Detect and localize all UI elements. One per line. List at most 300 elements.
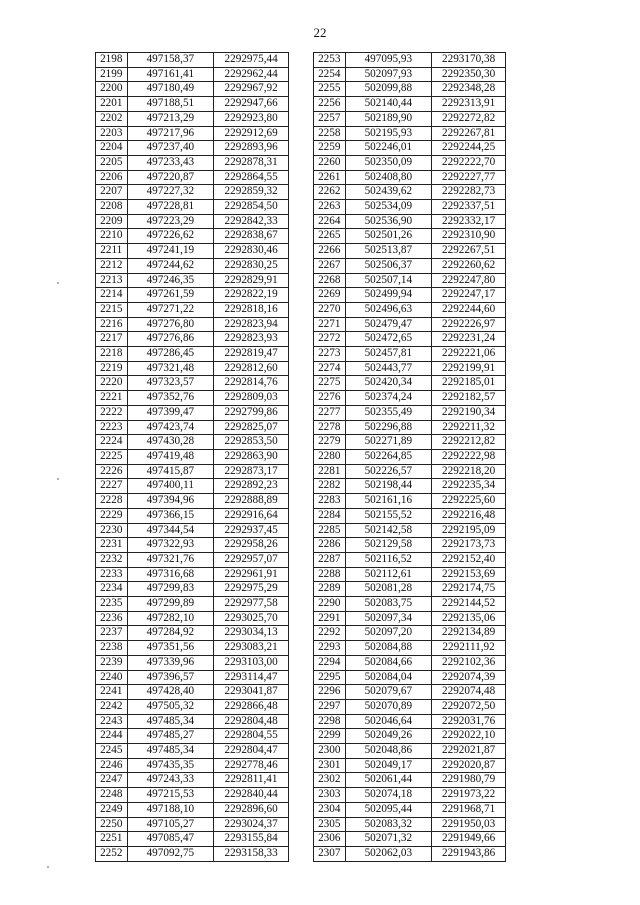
x-coordinate-cell: 497243,33 (127, 773, 214, 788)
point-number-cell: 2290 (314, 597, 346, 612)
point-number-cell: 2275 (314, 376, 346, 391)
point-number-cell: 2298 (314, 714, 346, 729)
table-row (96, 670, 289, 685)
y-coordinate-cell: 2292282,73 (432, 185, 506, 200)
x-coordinate-cell: 502472,65 (345, 332, 432, 347)
y-coordinate-cell: 2292819,47 (214, 347, 289, 362)
point-number-cell: 2251 (96, 832, 128, 847)
point-number-cell: 2253 (314, 53, 346, 68)
point-number-cell: 2202 (96, 111, 128, 126)
point-number-cell: 2270 (314, 302, 346, 317)
coordinates-table-left-body (96, 53, 289, 862)
point-number-cell: 2254 (314, 67, 346, 82)
y-coordinate-cell: 2292957,07 (214, 552, 289, 567)
x-coordinate-cell: 502155,52 (345, 508, 432, 523)
table-row (96, 817, 289, 832)
point-number-cell: 2286 (314, 538, 346, 553)
point-number-cell: 2256 (314, 97, 346, 112)
point-number-cell: 2273 (314, 347, 346, 362)
point-number-cell: 2306 (314, 832, 346, 847)
point-number-cell: 2250 (96, 817, 128, 832)
point-number-cell: 2225 (96, 449, 128, 464)
x-coordinate-cell: 497322,93 (127, 538, 214, 553)
x-coordinate-cell: 497299,89 (127, 597, 214, 612)
x-coordinate-cell: 497261,59 (127, 288, 214, 303)
y-coordinate-cell: 2292212,82 (432, 435, 506, 450)
table-row (314, 302, 506, 317)
y-coordinate-cell: 2292863,90 (214, 449, 289, 464)
point-number-cell: 2277 (314, 405, 346, 420)
table-row (314, 347, 506, 362)
x-coordinate-cell: 502408,80 (345, 170, 432, 185)
table-row (96, 361, 289, 376)
y-coordinate-cell: 2292031,76 (432, 714, 506, 729)
table-row (314, 655, 506, 670)
table-row (314, 449, 506, 464)
point-number-cell: 2236 (96, 611, 128, 626)
y-coordinate-cell: 2292873,17 (214, 464, 289, 479)
margin-mark (57, 478, 59, 480)
table-row (314, 582, 506, 597)
y-coordinate-cell: 2292912,69 (214, 126, 289, 141)
table-row (96, 832, 289, 847)
table-row (96, 597, 289, 612)
y-coordinate-cell: 2292111,92 (432, 641, 506, 656)
table-row (96, 744, 289, 759)
y-coordinate-cell: 2293103,00 (214, 655, 289, 670)
table-row (314, 141, 506, 156)
table-row (314, 626, 506, 641)
point-number-cell: 2264 (314, 214, 346, 229)
y-coordinate-cell: 2292822,19 (214, 288, 289, 303)
y-coordinate-cell: 2292152,40 (432, 552, 506, 567)
point-number-cell: 2295 (314, 670, 346, 685)
x-coordinate-cell: 497188,51 (127, 97, 214, 112)
point-number-cell: 2303 (314, 788, 346, 803)
y-coordinate-cell: 2292174,75 (432, 582, 506, 597)
y-coordinate-cell: 2292809,03 (214, 391, 289, 406)
table-row (314, 479, 506, 494)
x-coordinate-cell: 502161,16 (345, 494, 432, 509)
point-number-cell: 2217 (96, 332, 128, 347)
x-coordinate-cell: 502264,85 (345, 449, 432, 464)
table-row (96, 111, 289, 126)
table-row (96, 420, 289, 435)
margin-mark (47, 866, 49, 868)
y-coordinate-cell: 2292195,09 (432, 523, 506, 538)
y-coordinate-cell: 2292947,66 (214, 97, 289, 112)
y-coordinate-cell: 2292313,91 (432, 97, 506, 112)
x-coordinate-cell: 502099,88 (345, 82, 432, 97)
table-row (96, 391, 289, 406)
x-coordinate-cell: 502499,94 (345, 288, 432, 303)
table-row (314, 126, 506, 141)
x-coordinate-cell: 497321,48 (127, 361, 214, 376)
y-coordinate-cell: 2292823,93 (214, 332, 289, 347)
table-row (96, 347, 289, 362)
table-row (96, 288, 289, 303)
y-coordinate-cell: 2292244,25 (432, 141, 506, 156)
y-coordinate-cell: 2292838,67 (214, 229, 289, 244)
x-coordinate-cell: 502189,90 (345, 111, 432, 126)
table-row (96, 332, 289, 347)
point-number-cell: 2296 (314, 685, 346, 700)
point-number-cell: 2261 (314, 170, 346, 185)
x-coordinate-cell: 497485,34 (127, 714, 214, 729)
x-coordinate-cell: 502457,81 (345, 347, 432, 362)
y-coordinate-cell: 2292842,33 (214, 214, 289, 229)
y-coordinate-cell: 2292182,57 (432, 391, 506, 406)
x-coordinate-cell: 502443,77 (345, 361, 432, 376)
x-coordinate-cell: 502084,66 (345, 655, 432, 670)
x-coordinate-cell: 502095,44 (345, 802, 432, 817)
table-row (96, 53, 289, 68)
table-row (314, 846, 506, 861)
point-number-cell: 2232 (96, 552, 128, 567)
y-coordinate-cell: 2292072,50 (432, 699, 506, 714)
table-row (314, 685, 506, 700)
point-number-cell: 2271 (314, 317, 346, 332)
x-coordinate-cell: 497435,35 (127, 758, 214, 773)
table-row (314, 494, 506, 509)
point-number-cell: 2199 (96, 67, 128, 82)
y-coordinate-cell: 2292022,10 (432, 729, 506, 744)
table-row (96, 552, 289, 567)
point-number-cell: 2278 (314, 420, 346, 435)
table-row (314, 111, 506, 126)
table-row (96, 685, 289, 700)
y-coordinate-cell: 2292135,06 (432, 611, 506, 626)
table-row (314, 699, 506, 714)
x-coordinate-cell: 502536,90 (345, 214, 432, 229)
table-row (96, 435, 289, 450)
point-number-cell: 2224 (96, 435, 128, 450)
y-coordinate-cell: 2292247,17 (432, 288, 506, 303)
table-row (314, 714, 506, 729)
point-number-cell: 2292 (314, 626, 346, 641)
point-number-cell: 2293 (314, 641, 346, 656)
table-row (96, 582, 289, 597)
point-number-cell: 2207 (96, 185, 128, 200)
table-row (96, 729, 289, 744)
x-coordinate-cell: 497244,62 (127, 258, 214, 273)
y-coordinate-cell: 2292853,50 (214, 435, 289, 450)
table-row (96, 846, 289, 861)
point-number-cell: 2267 (314, 258, 346, 273)
y-coordinate-cell: 2292218,20 (432, 464, 506, 479)
x-coordinate-cell: 502116,52 (345, 552, 432, 567)
x-coordinate-cell: 502097,34 (345, 611, 432, 626)
y-coordinate-cell: 2292778,46 (214, 758, 289, 773)
table-row (314, 729, 506, 744)
point-number-cell: 2239 (96, 655, 128, 670)
table-row (96, 538, 289, 553)
point-number-cell: 2287 (314, 552, 346, 567)
point-number-cell: 2289 (314, 582, 346, 597)
y-coordinate-cell: 2292199,91 (432, 361, 506, 376)
table-row (314, 464, 506, 479)
y-coordinate-cell: 2292804,47 (214, 744, 289, 759)
y-coordinate-cell: 2292020,87 (432, 758, 506, 773)
y-coordinate-cell: 2292937,45 (214, 523, 289, 538)
x-coordinate-cell: 502271,89 (345, 435, 432, 450)
point-number-cell: 2200 (96, 82, 128, 97)
point-number-cell: 2282 (314, 479, 346, 494)
y-coordinate-cell: 2292958,26 (214, 538, 289, 553)
y-coordinate-cell: 2293041,87 (214, 685, 289, 700)
x-coordinate-cell: 497399,47 (127, 405, 214, 420)
point-number-cell: 2223 (96, 420, 128, 435)
table-row (96, 317, 289, 332)
point-number-cell: 2300 (314, 744, 346, 759)
y-coordinate-cell: 2292818,16 (214, 302, 289, 317)
x-coordinate-cell: 497284,92 (127, 626, 214, 641)
point-number-cell: 2206 (96, 170, 128, 185)
coordinates-table-right (313, 52, 506, 862)
point-number-cell: 2240 (96, 670, 128, 685)
point-number-cell: 2203 (96, 126, 128, 141)
y-coordinate-cell: 2292267,81 (432, 126, 506, 141)
x-coordinate-cell: 502513,87 (345, 244, 432, 259)
table-row (314, 523, 506, 538)
y-coordinate-cell: 2292185,01 (432, 376, 506, 391)
y-coordinate-cell: 2292811,41 (214, 773, 289, 788)
point-number-cell: 2276 (314, 391, 346, 406)
x-coordinate-cell: 502226,57 (345, 464, 432, 479)
point-number-cell: 2243 (96, 714, 128, 729)
point-number-cell: 2247 (96, 773, 128, 788)
point-number-cell: 2245 (96, 744, 128, 759)
y-coordinate-cell: 2292144,52 (432, 597, 506, 612)
x-coordinate-cell: 497105,27 (127, 817, 214, 832)
page-number: 22 (313, 25, 327, 40)
y-coordinate-cell: 2292222,98 (432, 449, 506, 464)
table-row (96, 464, 289, 479)
y-coordinate-cell: 2292244,60 (432, 302, 506, 317)
x-coordinate-cell: 502083,32 (345, 817, 432, 832)
x-coordinate-cell: 502479,47 (345, 317, 432, 332)
x-coordinate-cell: 502496,63 (345, 302, 432, 317)
point-number-cell: 2238 (96, 641, 128, 656)
table-row (96, 141, 289, 156)
point-number-cell: 2246 (96, 758, 128, 773)
table-row (96, 126, 289, 141)
table-row (314, 97, 506, 112)
table-row (314, 170, 506, 185)
x-coordinate-cell: 497430,28 (127, 435, 214, 450)
x-coordinate-cell: 502507,14 (345, 273, 432, 288)
x-coordinate-cell: 497158,37 (127, 53, 214, 68)
x-coordinate-cell: 502506,37 (345, 258, 432, 273)
y-coordinate-cell: 2292153,69 (432, 567, 506, 582)
table-row (96, 214, 289, 229)
table-row (314, 82, 506, 97)
table-row (96, 229, 289, 244)
table-row (314, 508, 506, 523)
y-coordinate-cell: 2292840,44 (214, 788, 289, 803)
x-coordinate-cell: 497188,10 (127, 802, 214, 817)
table-row (314, 817, 506, 832)
x-coordinate-cell: 497400,11 (127, 479, 214, 494)
table-row (314, 229, 506, 244)
x-coordinate-cell: 497213,29 (127, 111, 214, 126)
point-number-cell: 2220 (96, 376, 128, 391)
y-coordinate-cell: 2292310,90 (432, 229, 506, 244)
table-row (314, 802, 506, 817)
y-coordinate-cell: 2292823,94 (214, 317, 289, 332)
point-number-cell: 2234 (96, 582, 128, 597)
x-coordinate-cell: 497223,29 (127, 214, 214, 229)
y-coordinate-cell: 2292260,62 (432, 258, 506, 273)
y-coordinate-cell: 2293155,84 (214, 832, 289, 847)
point-number-cell: 2307 (314, 846, 346, 861)
table-row (314, 597, 506, 612)
x-coordinate-cell: 502112,61 (345, 567, 432, 582)
table-row (314, 258, 506, 273)
y-coordinate-cell: 2292878,31 (214, 155, 289, 170)
point-number-cell: 2231 (96, 538, 128, 553)
point-number-cell: 2299 (314, 729, 346, 744)
y-coordinate-cell: 2292102,36 (432, 655, 506, 670)
point-number-cell: 2291 (314, 611, 346, 626)
x-coordinate-cell: 497215,53 (127, 788, 214, 803)
x-coordinate-cell: 502501,26 (345, 229, 432, 244)
point-number-cell: 2301 (314, 758, 346, 773)
x-coordinate-cell: 502046,64 (345, 714, 432, 729)
x-coordinate-cell: 502140,44 (345, 97, 432, 112)
y-coordinate-cell: 2293034,13 (214, 626, 289, 641)
y-coordinate-cell: 2292235,34 (432, 479, 506, 494)
x-coordinate-cell: 497237,40 (127, 141, 214, 156)
y-coordinate-cell: 2292975,29 (214, 582, 289, 597)
point-number-cell: 2280 (314, 449, 346, 464)
table-row (314, 773, 506, 788)
table-row (96, 626, 289, 641)
point-number-cell: 2210 (96, 229, 128, 244)
y-coordinate-cell: 2293025,70 (214, 611, 289, 626)
table-row (96, 155, 289, 170)
y-coordinate-cell: 2292226,97 (432, 317, 506, 332)
y-coordinate-cell: 2292916,64 (214, 508, 289, 523)
y-coordinate-cell: 2292888,89 (214, 494, 289, 509)
point-number-cell: 2237 (96, 626, 128, 641)
x-coordinate-cell: 502081,28 (345, 582, 432, 597)
table-row (314, 435, 506, 450)
y-coordinate-cell: 2291973,22 (432, 788, 506, 803)
point-number-cell: 2274 (314, 361, 346, 376)
x-coordinate-cell: 497366,15 (127, 508, 214, 523)
y-coordinate-cell: 2292829,91 (214, 273, 289, 288)
table-row (314, 758, 506, 773)
table-row (314, 244, 506, 259)
point-number-cell: 2248 (96, 788, 128, 803)
y-coordinate-cell: 2292225,60 (432, 494, 506, 509)
point-number-cell: 2215 (96, 302, 128, 317)
x-coordinate-cell: 502049,26 (345, 729, 432, 744)
table-row (314, 185, 506, 200)
table-row (314, 317, 506, 332)
x-coordinate-cell: 497485,34 (127, 744, 214, 759)
x-coordinate-cell: 497227,32 (127, 185, 214, 200)
table-row (314, 670, 506, 685)
y-coordinate-cell: 2292074,48 (432, 685, 506, 700)
y-coordinate-cell: 2292799,86 (214, 405, 289, 420)
y-coordinate-cell: 2292923,80 (214, 111, 289, 126)
y-coordinate-cell: 2291980,79 (432, 773, 506, 788)
point-number-cell: 2204 (96, 141, 128, 156)
table-row (314, 200, 506, 215)
y-coordinate-cell: 2292866,48 (214, 699, 289, 714)
point-number-cell: 2221 (96, 391, 128, 406)
point-number-cell: 2279 (314, 435, 346, 450)
y-coordinate-cell: 2293158,33 (214, 846, 289, 861)
y-coordinate-cell: 2292216,48 (432, 508, 506, 523)
point-number-cell: 2226 (96, 464, 128, 479)
x-coordinate-cell: 502534,09 (345, 200, 432, 215)
table-row (314, 361, 506, 376)
table-row (314, 391, 506, 406)
x-coordinate-cell: 502350,09 (345, 155, 432, 170)
y-coordinate-cell: 2292190,34 (432, 405, 506, 420)
y-coordinate-cell: 2293024,37 (214, 817, 289, 832)
table-row (314, 332, 506, 347)
point-number-cell: 2201 (96, 97, 128, 112)
point-number-cell: 2305 (314, 817, 346, 832)
y-coordinate-cell: 2291968,71 (432, 802, 506, 817)
y-coordinate-cell: 2292830,25 (214, 258, 289, 273)
table-row (314, 405, 506, 420)
table-row (96, 611, 289, 626)
point-number-cell: 2228 (96, 494, 128, 509)
x-coordinate-cell: 497226,62 (127, 229, 214, 244)
y-coordinate-cell: 2292348,28 (432, 82, 506, 97)
y-coordinate-cell: 2291950,03 (432, 817, 506, 832)
point-number-cell: 2208 (96, 200, 128, 215)
x-coordinate-cell: 497217,96 (127, 126, 214, 141)
x-coordinate-cell: 497396,57 (127, 670, 214, 685)
x-coordinate-cell: 502061,44 (345, 773, 432, 788)
y-coordinate-cell: 2292804,48 (214, 714, 289, 729)
point-number-cell: 2304 (314, 802, 346, 817)
x-coordinate-cell: 502097,20 (345, 626, 432, 641)
table-row (314, 538, 506, 553)
point-number-cell: 2233 (96, 567, 128, 582)
point-number-cell: 2260 (314, 155, 346, 170)
table-row (96, 641, 289, 656)
table-row (96, 699, 289, 714)
x-coordinate-cell: 497271,22 (127, 302, 214, 317)
y-coordinate-cell: 2292211,32 (432, 420, 506, 435)
table-row (96, 788, 289, 803)
coordinates-table-left (95, 52, 289, 862)
y-coordinate-cell: 2292830,46 (214, 244, 289, 259)
y-coordinate-cell: 2292247,80 (432, 273, 506, 288)
y-coordinate-cell: 2292825,07 (214, 420, 289, 435)
x-coordinate-cell: 502071,32 (345, 832, 432, 847)
x-coordinate-cell: 497228,81 (127, 200, 214, 215)
point-number-cell: 2205 (96, 155, 128, 170)
point-number-cell: 2213 (96, 273, 128, 288)
x-coordinate-cell: 502097,93 (345, 67, 432, 82)
point-number-cell: 2218 (96, 347, 128, 362)
table-row (96, 67, 289, 82)
point-number-cell: 2229 (96, 508, 128, 523)
y-coordinate-cell: 2292231,24 (432, 332, 506, 347)
x-coordinate-cell: 497415,87 (127, 464, 214, 479)
x-coordinate-cell: 502062,03 (345, 846, 432, 861)
table-row (314, 155, 506, 170)
table-row (96, 508, 289, 523)
